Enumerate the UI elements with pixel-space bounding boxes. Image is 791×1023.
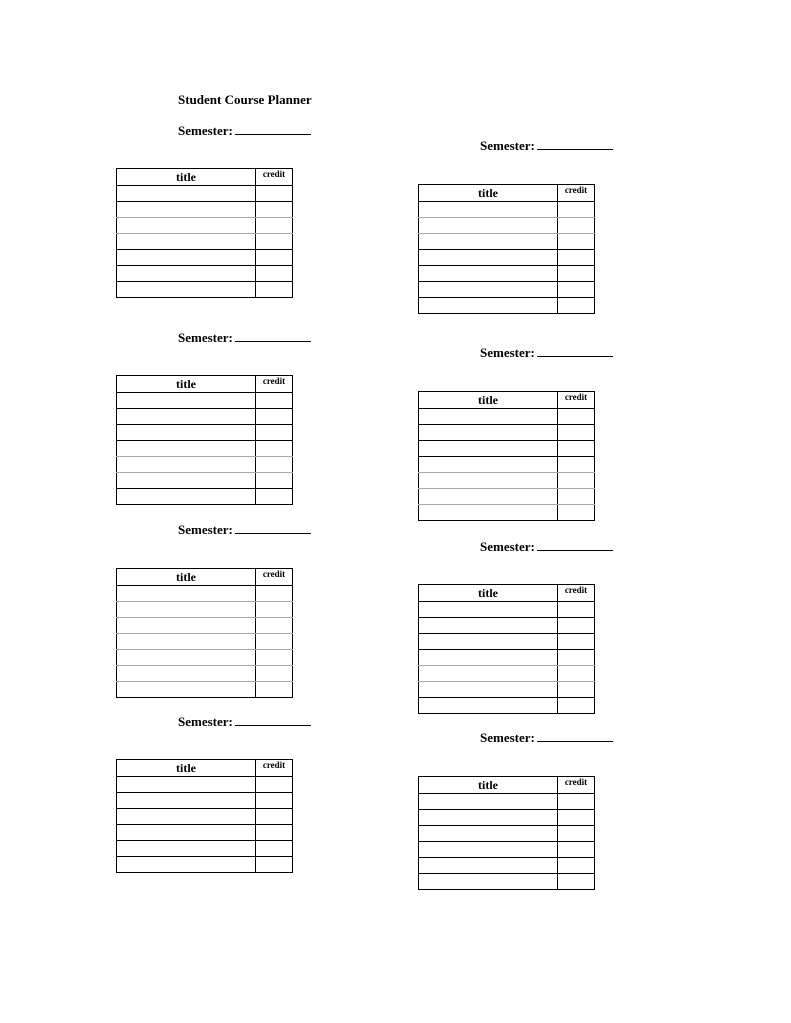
course-credit-cell[interactable]	[256, 473, 293, 489]
table-row	[117, 441, 293, 457]
course-title-cell[interactable]	[117, 457, 256, 473]
table-row	[419, 489, 595, 505]
course-credit-cell[interactable]	[558, 794, 595, 810]
course-credit-cell[interactable]	[256, 825, 293, 841]
course-credit-cell[interactable]	[558, 682, 595, 698]
credit-column-header: credit	[256, 376, 293, 393]
table-header-row	[419, 185, 595, 202]
title-column-header: title	[419, 585, 558, 602]
course-title-cell[interactable]	[419, 810, 558, 826]
course-title-cell[interactable]	[419, 473, 558, 489]
table-row	[117, 266, 293, 282]
course-title-cell[interactable]	[419, 842, 558, 858]
course-credit-cell[interactable]	[256, 409, 293, 425]
course-credit-cell[interactable]	[256, 234, 293, 250]
course-title-cell[interactable]	[117, 202, 256, 218]
semester-blank-field[interactable]	[537, 345, 613, 357]
table-row	[419, 666, 595, 682]
table-row	[419, 282, 595, 298]
course-title-cell[interactable]	[117, 841, 256, 857]
course-credit-cell[interactable]	[558, 441, 595, 457]
course-title-cell[interactable]	[419, 489, 558, 505]
course-credit-cell[interactable]	[256, 602, 293, 618]
course-credit-cell[interactable]	[256, 218, 293, 234]
table-row	[117, 841, 293, 857]
table-row	[117, 473, 293, 489]
table-row	[419, 650, 595, 666]
course-title-cell[interactable]	[117, 618, 256, 634]
course-title-cell[interactable]	[419, 218, 558, 234]
course-table	[116, 759, 293, 873]
course-title-cell[interactable]	[419, 794, 558, 810]
course-credit-cell[interactable]	[256, 202, 293, 218]
table-row	[419, 266, 595, 282]
credit-column-header: credit	[256, 169, 293, 186]
course-credit-cell[interactable]	[558, 473, 595, 489]
semester-blank-field[interactable]	[235, 330, 311, 342]
table-row	[419, 842, 595, 858]
semester-label-text: Semester:	[178, 714, 233, 729]
table-row	[419, 826, 595, 842]
course-credit-cell[interactable]	[558, 409, 595, 425]
course-title-cell[interactable]	[419, 266, 558, 282]
course-title-cell[interactable]	[419, 874, 558, 890]
table-row	[419, 409, 595, 425]
course-credit-cell[interactable]	[256, 634, 293, 650]
course-title-cell[interactable]	[117, 250, 256, 266]
course-title-cell[interactable]	[117, 489, 256, 505]
semester-label	[480, 138, 613, 154]
table-header-row	[419, 777, 595, 794]
course-title-cell[interactable]	[117, 825, 256, 841]
course-credit-cell[interactable]	[558, 698, 595, 714]
semester-label	[178, 522, 311, 538]
course-title-cell[interactable]	[419, 858, 558, 874]
table-row	[419, 505, 595, 521]
course-title-cell[interactable]	[117, 602, 256, 618]
course-title-cell[interactable]	[419, 441, 558, 457]
course-title-cell[interactable]	[419, 666, 558, 682]
semester-label-text: Semester:	[480, 730, 535, 745]
table-row	[117, 425, 293, 441]
table-row	[117, 650, 293, 666]
course-credit-cell[interactable]	[256, 282, 293, 298]
table-row	[419, 202, 595, 218]
course-title-cell[interactable]	[419, 698, 558, 714]
course-credit-cell[interactable]	[558, 826, 595, 842]
semester-label	[178, 714, 311, 730]
course-credit-cell[interactable]	[558, 457, 595, 473]
course-credit-cell[interactable]	[558, 425, 595, 441]
course-credit-cell[interactable]	[256, 793, 293, 809]
table-row	[419, 298, 595, 314]
course-title-cell[interactable]	[117, 857, 256, 873]
course-credit-cell[interactable]	[256, 457, 293, 473]
course-credit-cell[interactable]	[558, 298, 595, 314]
course-credit-cell[interactable]	[558, 505, 595, 521]
table-row	[419, 682, 595, 698]
table-row	[117, 825, 293, 841]
table-row	[419, 234, 595, 250]
table-row	[117, 602, 293, 618]
table-header-row	[117, 376, 293, 393]
course-credit-cell[interactable]	[558, 634, 595, 650]
course-credit-cell[interactable]	[558, 602, 595, 618]
title-column-header: title	[117, 169, 256, 186]
course-credit-cell[interactable]	[256, 857, 293, 873]
course-title-cell[interactable]	[117, 793, 256, 809]
table-row	[117, 393, 293, 409]
course-credit-cell[interactable]	[256, 682, 293, 698]
course-credit-cell[interactable]	[558, 282, 595, 298]
table-row	[419, 810, 595, 826]
course-title-cell[interactable]	[419, 650, 558, 666]
semester-label-text: Semester:	[480, 539, 535, 554]
credit-column-header: credit	[558, 585, 595, 602]
course-title-cell[interactable]	[117, 666, 256, 682]
course-title-cell[interactable]	[117, 809, 256, 825]
table-header-row	[419, 585, 595, 602]
course-credit-cell[interactable]	[256, 777, 293, 793]
semester-label-text: Semester:	[178, 330, 233, 345]
course-credit-cell[interactable]	[558, 234, 595, 250]
course-title-cell[interactable]	[117, 473, 256, 489]
table-row	[117, 250, 293, 266]
course-credit-cell[interactable]	[558, 266, 595, 282]
credit-column-header: credit	[558, 392, 595, 409]
table-row	[117, 777, 293, 793]
course-credit-cell[interactable]	[558, 218, 595, 234]
course-credit-cell[interactable]	[256, 250, 293, 266]
course-credit-cell[interactable]	[558, 489, 595, 505]
semester-blank-field[interactable]	[537, 730, 613, 742]
course-credit-cell[interactable]	[256, 441, 293, 457]
course-title-cell[interactable]	[117, 682, 256, 698]
table-row	[117, 282, 293, 298]
course-title-cell[interactable]	[419, 634, 558, 650]
course-title-cell[interactable]	[419, 618, 558, 634]
course-credit-cell[interactable]	[558, 202, 595, 218]
semester-label	[480, 730, 613, 746]
course-title-cell[interactable]	[419, 505, 558, 521]
course-title-cell[interactable]	[117, 586, 256, 602]
table-row	[117, 666, 293, 682]
course-credit-cell[interactable]	[256, 809, 293, 825]
semester-blank-field[interactable]	[235, 714, 311, 726]
table-row	[419, 473, 595, 489]
table-header-row	[419, 392, 595, 409]
semester-label	[480, 539, 613, 555]
course-title-cell[interactable]	[117, 186, 256, 202]
page-title: Student Course Planner	[178, 92, 312, 107]
course-credit-cell[interactable]	[256, 841, 293, 857]
table-row	[117, 793, 293, 809]
table-row	[117, 634, 293, 650]
course-title-cell[interactable]	[117, 634, 256, 650]
course-credit-cell[interactable]	[558, 842, 595, 858]
course-title-cell[interactable]	[419, 202, 558, 218]
course-table	[418, 776, 595, 890]
semester-label	[178, 123, 311, 139]
course-credit-cell[interactable]	[558, 650, 595, 666]
credit-column-header: credit	[558, 777, 595, 794]
course-title-cell[interactable]	[117, 218, 256, 234]
title-column-header: title	[117, 569, 256, 586]
table-row	[419, 602, 595, 618]
course-table	[418, 184, 595, 314]
table-row	[117, 809, 293, 825]
title-column-header: title	[117, 376, 256, 393]
table-row	[419, 250, 595, 266]
course-credit-cell[interactable]	[558, 858, 595, 874]
course-title-cell[interactable]	[419, 425, 558, 441]
course-title-cell[interactable]	[419, 298, 558, 314]
table-row	[117, 489, 293, 505]
table-row	[419, 858, 595, 874]
course-title-cell[interactable]	[419, 457, 558, 473]
table-row	[419, 425, 595, 441]
semester-label-text: Semester:	[480, 345, 535, 360]
course-credit-cell[interactable]	[558, 250, 595, 266]
course-title-cell[interactable]	[117, 425, 256, 441]
course-title-cell[interactable]	[117, 650, 256, 666]
table-row	[419, 794, 595, 810]
table-row	[117, 409, 293, 425]
table-row	[117, 234, 293, 250]
table-row	[419, 457, 595, 473]
table-row	[117, 457, 293, 473]
course-table	[116, 168, 293, 298]
title-column-header: title	[419, 392, 558, 409]
course-title-cell[interactable]	[117, 777, 256, 793]
table-row	[117, 202, 293, 218]
course-credit-cell[interactable]	[256, 489, 293, 505]
course-credit-cell[interactable]	[256, 650, 293, 666]
course-title-cell[interactable]	[419, 682, 558, 698]
course-credit-cell[interactable]	[558, 666, 595, 682]
table-row	[419, 874, 595, 890]
table-row	[419, 618, 595, 634]
title-column-header: title	[419, 777, 558, 794]
semester-label-text: Semester:	[178, 522, 233, 537]
table-row	[117, 857, 293, 873]
credit-column-header: credit	[256, 760, 293, 777]
course-title-cell[interactable]	[117, 409, 256, 425]
title-column-header: title	[117, 760, 256, 777]
course-credit-cell[interactable]	[256, 393, 293, 409]
course-table	[418, 391, 595, 521]
course-title-cell[interactable]	[419, 234, 558, 250]
course-title-cell[interactable]	[117, 393, 256, 409]
table-header-row	[117, 760, 293, 777]
table-row	[117, 682, 293, 698]
course-title-cell[interactable]	[117, 441, 256, 457]
course-table	[116, 568, 293, 698]
table-row	[117, 218, 293, 234]
course-title-cell[interactable]	[117, 266, 256, 282]
table-row	[419, 441, 595, 457]
table-row	[419, 698, 595, 714]
course-table	[116, 375, 293, 505]
course-credit-cell[interactable]	[256, 266, 293, 282]
semester-blank-field[interactable]	[235, 522, 311, 534]
table-row	[117, 586, 293, 602]
credit-column-header: credit	[558, 185, 595, 202]
course-credit-cell[interactable]	[558, 810, 595, 826]
course-title-cell[interactable]	[117, 282, 256, 298]
table-row	[117, 618, 293, 634]
course-credit-cell[interactable]	[558, 618, 595, 634]
course-title-cell[interactable]	[419, 826, 558, 842]
semester-blank-field[interactable]	[537, 539, 613, 551]
course-table	[418, 584, 595, 714]
course-title-cell[interactable]	[419, 602, 558, 618]
course-title-cell[interactable]	[419, 250, 558, 266]
semester-label-text: Semester:	[480, 138, 535, 153]
semester-label	[178, 330, 311, 346]
course-credit-cell[interactable]	[256, 666, 293, 682]
course-credit-cell[interactable]	[256, 425, 293, 441]
table-header-row	[117, 569, 293, 586]
table-row	[419, 634, 595, 650]
table-row	[419, 218, 595, 234]
semester-blank-field[interactable]	[235, 123, 311, 135]
course-title-cell[interactable]	[419, 409, 558, 425]
credit-column-header: credit	[256, 569, 293, 586]
course-title-cell[interactable]	[117, 234, 256, 250]
course-credit-cell[interactable]	[256, 586, 293, 602]
title-column-header: title	[419, 185, 558, 202]
course-credit-cell[interactable]	[558, 874, 595, 890]
semester-label-text: Semester:	[178, 123, 233, 138]
table-row	[117, 186, 293, 202]
semester-label	[480, 345, 613, 361]
course-credit-cell[interactable]	[256, 186, 293, 202]
semester-blank-field[interactable]	[537, 138, 613, 150]
course-title-cell[interactable]	[419, 282, 558, 298]
course-credit-cell[interactable]	[256, 618, 293, 634]
table-header-row	[117, 169, 293, 186]
